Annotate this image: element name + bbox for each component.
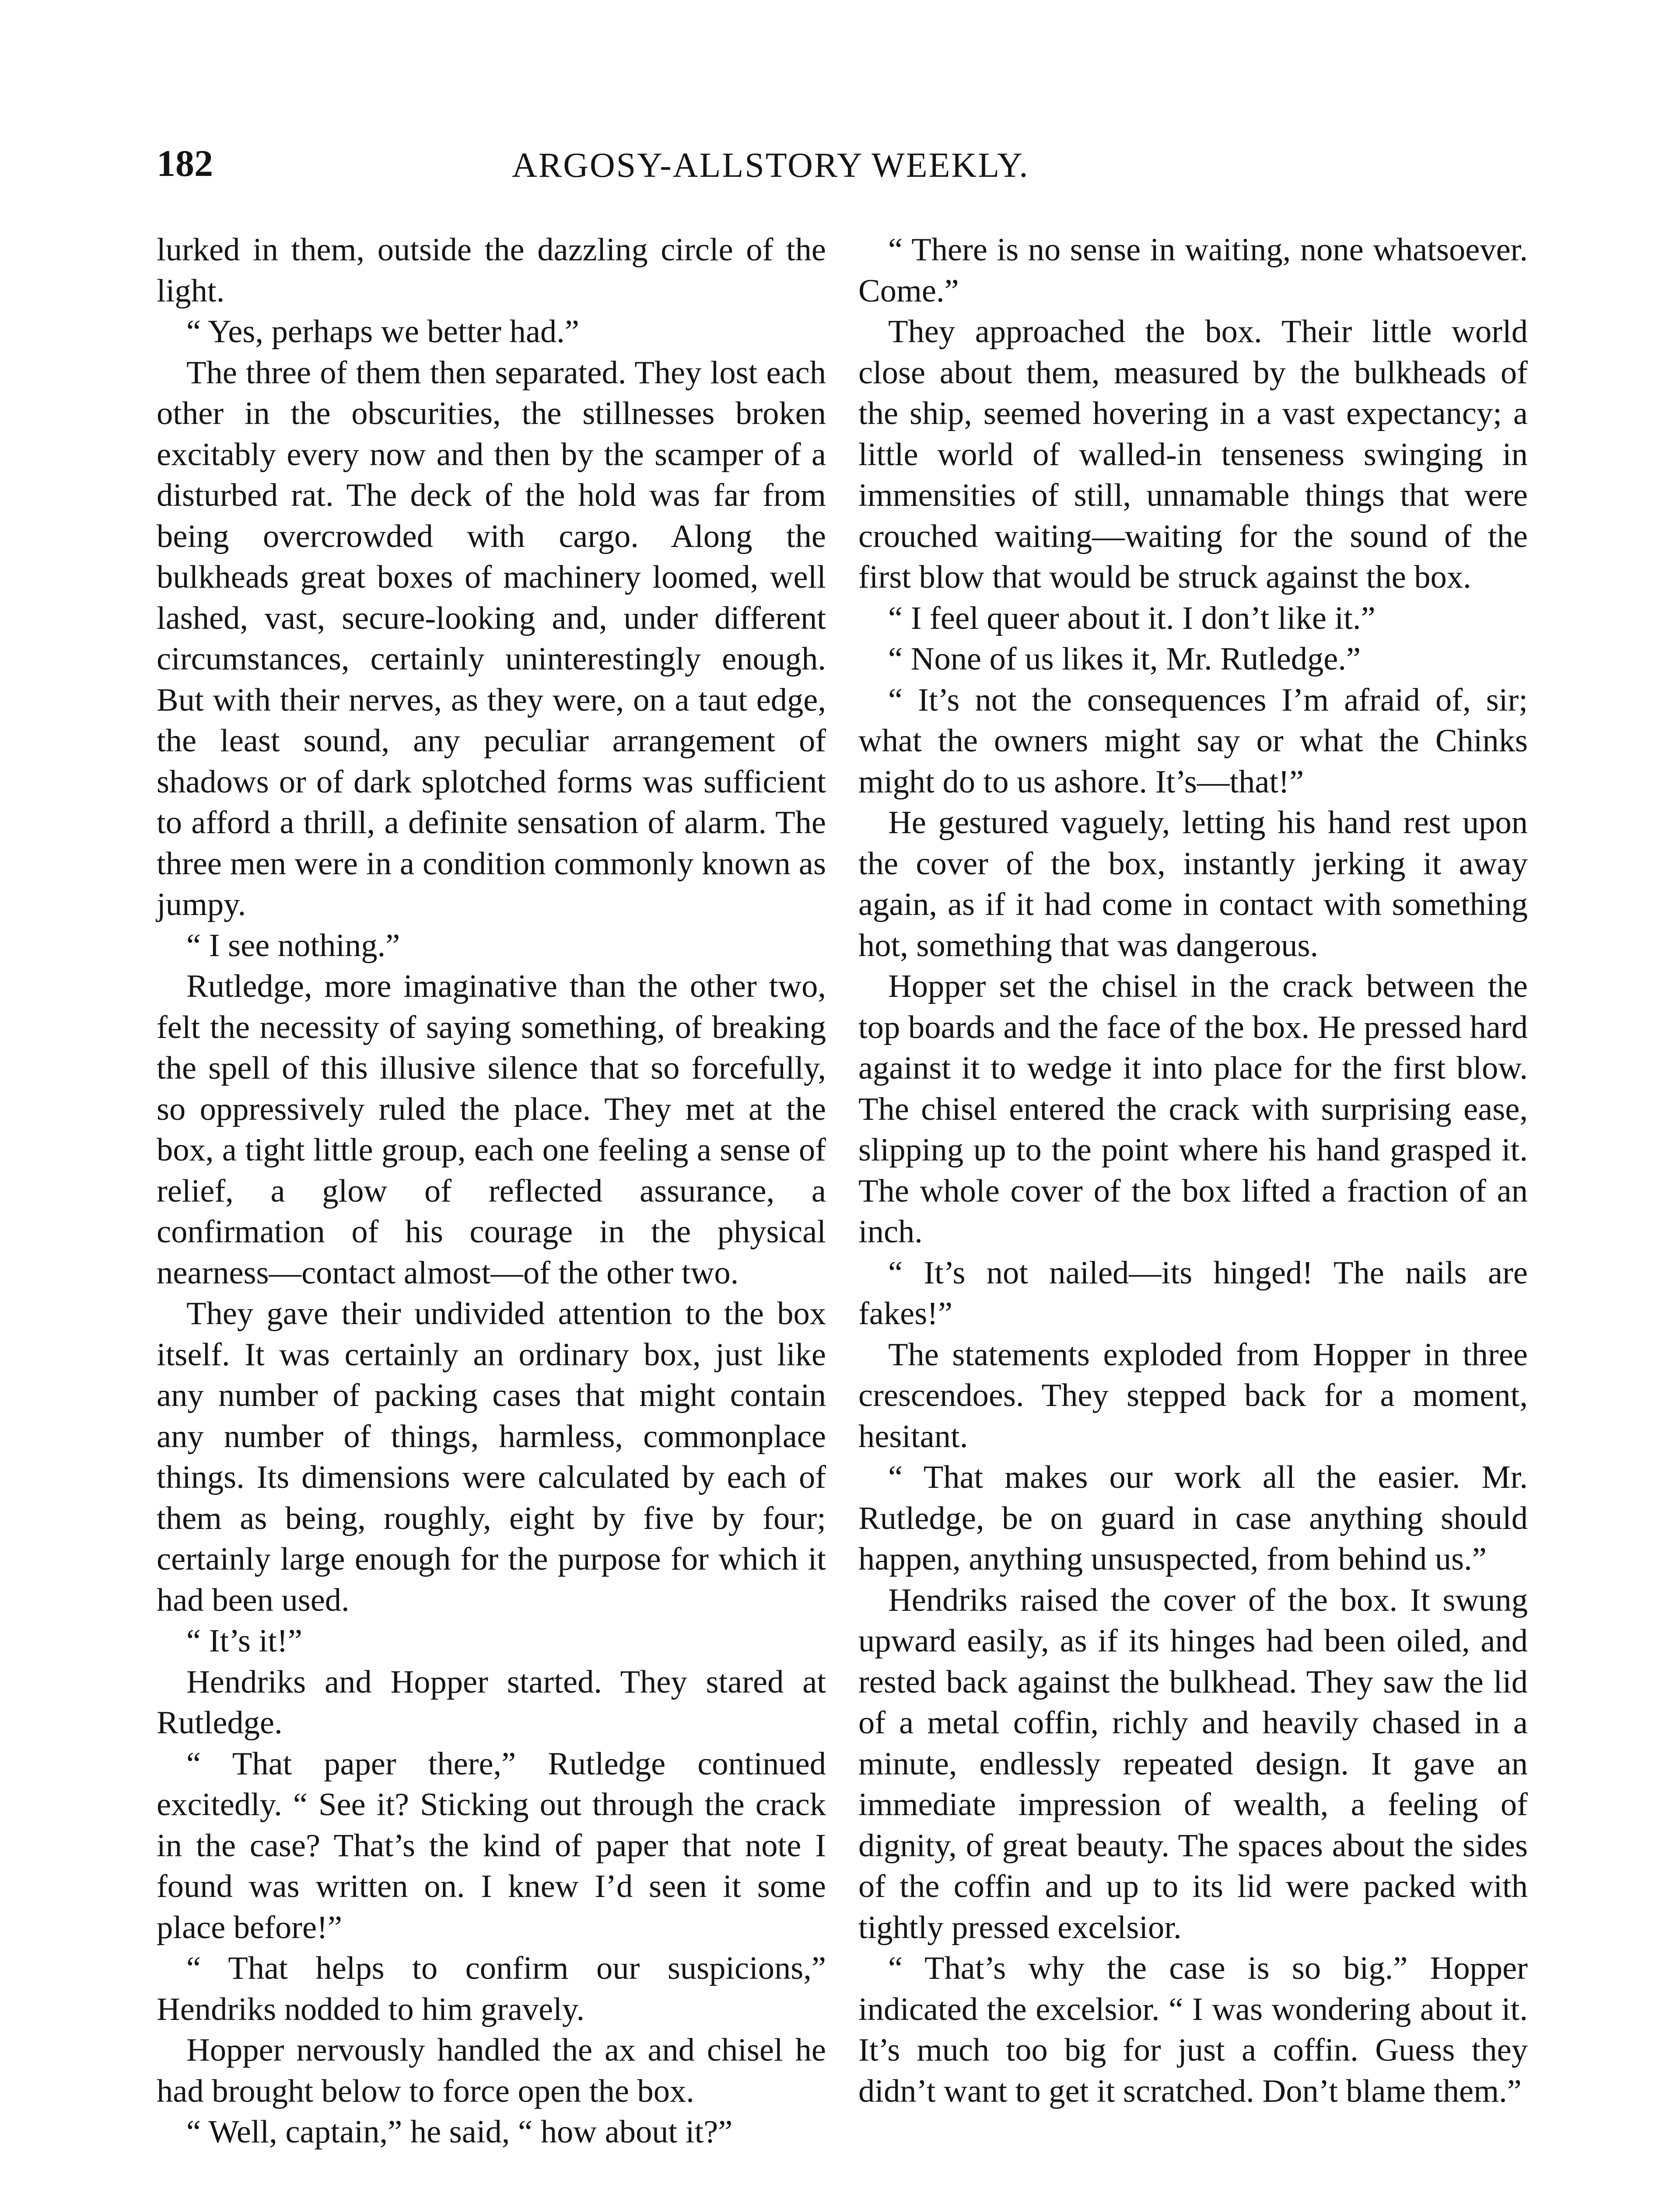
paragraph: “ It’s not the consequences I’m afraid of, sir; what the owners might say or what the Chinks might do to us ashore. It’s—that!” (858, 682, 1528, 800)
paragraph: “ Yes, perhaps we better had.” (186, 314, 579, 350)
paragraph: “ There is no sense in waiting, none whatsoever. Come.” (858, 232, 1528, 309)
paragraph: “ I see nothing.” (186, 927, 400, 964)
paragraph: Hendriks raised the cover of the box. It swung upward easily, as if its hinges had been oiled, and rested back against the bulkhead. They saw the lid of a metal coffin, richly and heavily chased in a minute, endlessly repeated design. It gave an immediate impression of wealth, a feeling of dignity, of great beauty. The spaces about the sides of the coffin and up to its lid were packed with tightly pressed excelsior. (858, 1582, 1528, 1946)
paragraph: The three of them then separated. They lost each other in the obscurities, the stillnesses broken excitably every now and then by the scamper of a disturbed rat. The deck of the hold was far from being overcrowded with cargo. Along the bulkheads great boxes of machinery loomed, well lashed, vast, secure-looking and, under different circumstances, certainly uninterestingly enough. But with their nerves, as they were, on a taut edge, the least sound, any peculiar arrangement of shadows or of dark splotched forms was sufficient to afford a thrill, a definite sensation of alarm. The three men were in a condition commonly known as jumpy. (157, 354, 826, 922)
paragraph: “ It’s it!” (186, 1623, 302, 1659)
paragraph: Hopper nervously handled the ax and chisel he had brought below to force open the box. (157, 2032, 826, 2109)
paragraph: Rutledge, more imaginative than the other two, felt the necessity of saying something, of breaking the spell of this illusive silence that so forcefully, so oppressively ruled the place. They met at the box, a tight little group, each one feeling a sense of relief, a glow of reflected assurance, a confirmation of his courage in the physical nearness—contact almost—of the other two. (157, 968, 826, 1291)
right-text-column (858, 230, 1528, 2112)
paragraph: The statements exploded from Hopper in three crescendoes. They stepped back for a moment, hesitant. (858, 1336, 1528, 1455)
paragraph: “ That helps to confirm our suspicions,” Hendriks nodded to him gravely. (157, 1950, 826, 2027)
paragraph: They approached the box. Their little world close about them, measured by the bulkheads of the ship, seemed hovering in a vast expectancy; a little world of walled-in tenseness swinging in immensities of still, unnamable things that were crouched waiting—waiting for the sound of the first blow that would be struck against the box. (858, 314, 1528, 595)
paragraph: “ Well, captain,” he said, “ how about it?” (186, 2114, 733, 2150)
paragraph: “ That paper there,” Rutledge continued excitedly. “ See it? Sticking out through the crack in the case? That’s the kind of paper that note I found was written on. I knew I’d seen it some place before!” (157, 1746, 826, 1946)
paragraph: “ None of us likes it, Mr. Rutledge.” (888, 641, 1361, 677)
left-text-column (157, 230, 826, 2153)
paragraph: He gestured vaguely, letting his hand rest upon the cover of the box, instantly jerking it away again, as if it had come in contact with something hot, something that was dangerous. (858, 805, 1528, 964)
paragraph: Hopper set the chisel in the crack between the top boards and the face of the box. He pressed hard against it to wedge it into place for the first blow. The chisel entered the crack with surprising ease, slipping up to the point where his hand grasped it. The whole cover of the box lifted a fraction of an inch. (858, 968, 1528, 1250)
paragraph: lurked in them, outside the dazzling circle of the light. (157, 232, 826, 309)
paragraph: “ That makes our work all the easier. Mr. Rutledge, be on guard in case anything should happen, anything unsuspected, from behind us.” (858, 1459, 1528, 1577)
paragraph: “ It’s not nailed—its hinged! The nails are fakes!” (858, 1255, 1528, 1332)
page-number: 182 (157, 142, 213, 184)
paragraph: Hendriks and Hopper started. They stared at Rutledge. (157, 1664, 826, 1741)
paragraph: “ I feel queer about it. I don’t like it.” (888, 600, 1376, 636)
running-head-title: ARGOSY-ALLSTORY WEEKLY. (512, 146, 1029, 185)
paragraph: “ That’s why the case is so big.” Hopper indicated the excelsior. “ I was wondering about it. It’s much too big for just a coffin. Guess they didn’t want to get it scratched. Don’t blame them.” (858, 1950, 1528, 2109)
paragraph: They gave their undivided attention to the box itself. It was certainly an ordinary box, just like any number of packing cases that might contain any number of things, harmless, commonplace things. Its dimensions were calculated by each of them as being, roughly, eight by five by four; certainly large enough for the purpose for which it had been used. (157, 1296, 826, 1618)
